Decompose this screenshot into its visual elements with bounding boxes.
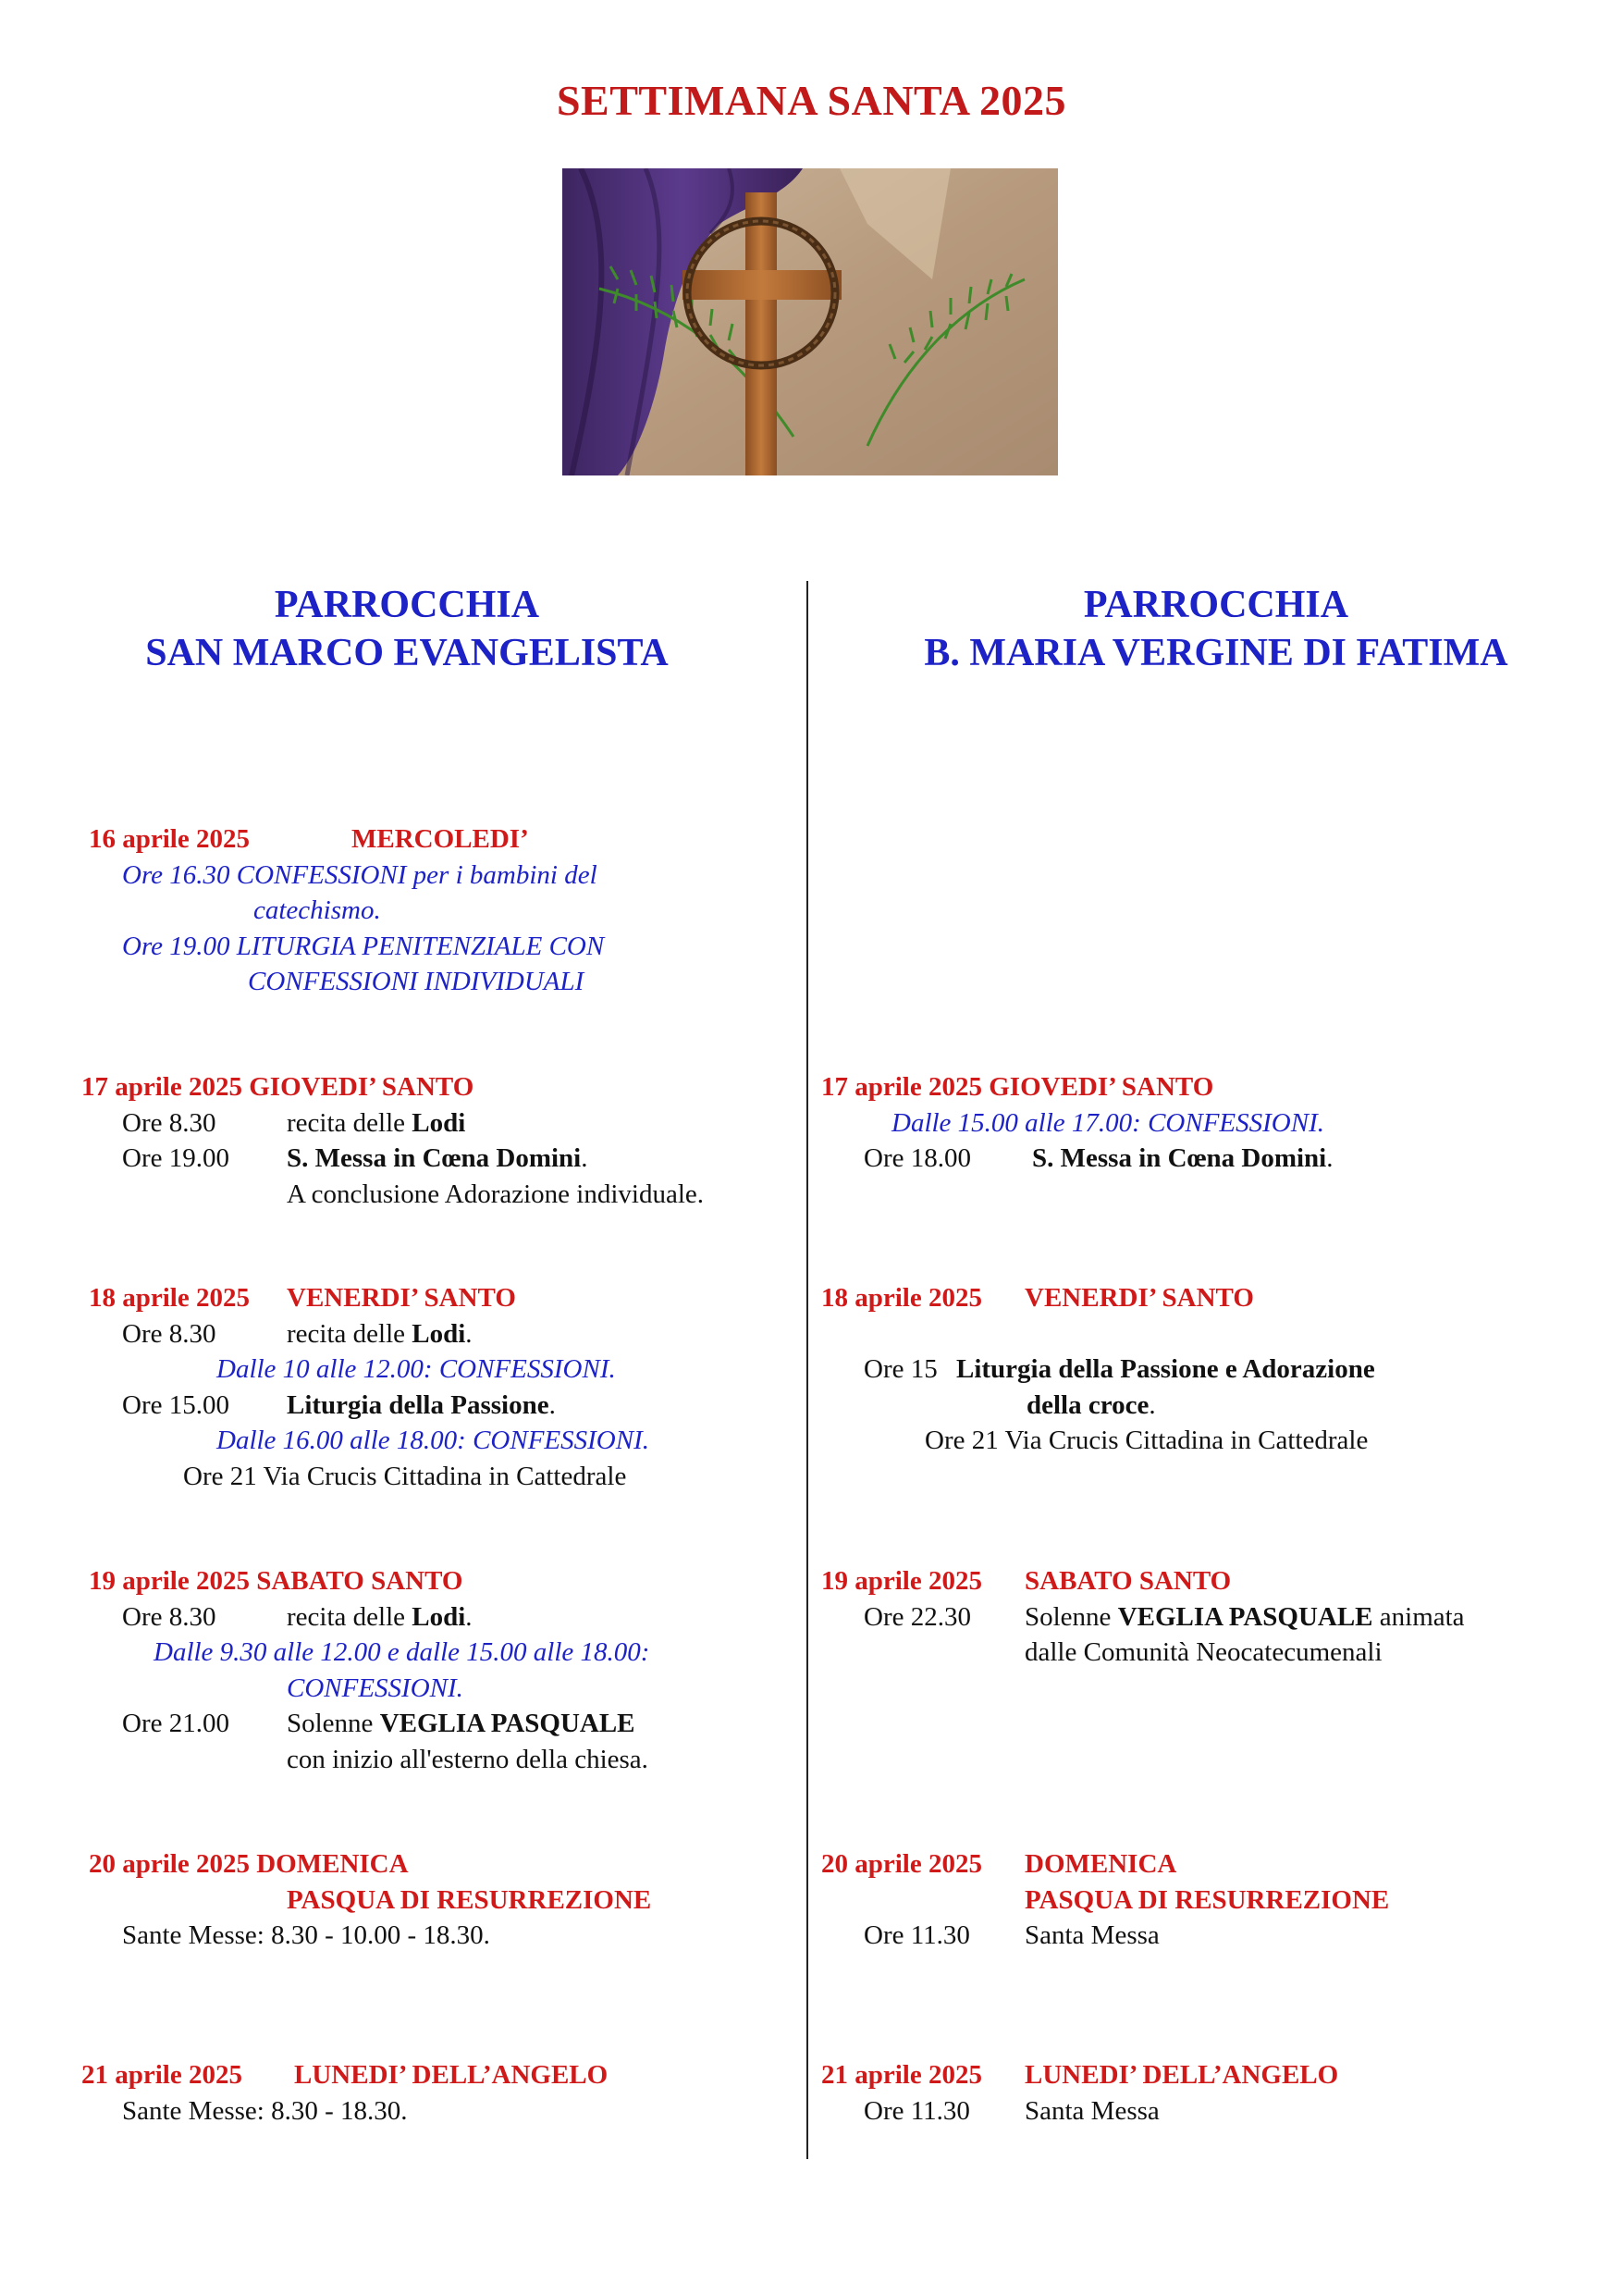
right-sat-time-1: Ore 22.30 bbox=[864, 1602, 971, 1632]
right-sun-time-1: Ore 11.30 bbox=[864, 1920, 970, 1950]
left-fri-confession-2: Dalle 16.00 alle 18.00: CONFESSIONI. bbox=[216, 1426, 649, 1455]
left-thu-event-1: recita delle Lodi bbox=[287, 1108, 466, 1138]
left-wed-day: MERCOLEDI’ bbox=[351, 824, 529, 854]
left-thu-time-2: Ore 19.00 bbox=[122, 1143, 229, 1173]
left-thu-header: 17 aprile 2025 GIOVEDI’ SANTO bbox=[81, 1072, 474, 1102]
left-wed-penitential-liturgy: Ore 19.00 LITURGIA PENITENZIALE CON bbox=[122, 932, 605, 961]
left-wed-confession-children-cont: catechismo. bbox=[253, 895, 381, 925]
right-sun-day: DOMENICA bbox=[1025, 1849, 1177, 1879]
left-sat-confession: Dalle 9.30 alle 12.00 e dalle 15.00 alle 18.00: bbox=[154, 1637, 650, 1667]
left-fri-event-2: Liturgia della Passione. bbox=[287, 1390, 556, 1420]
left-mon-day: LUNEDI’ DELL’ANGELO bbox=[294, 2060, 609, 2090]
right-fri-via-crucis: Ore 21 Via Crucis Cittadina in Cattedrale bbox=[925, 1426, 1369, 1455]
column-divider bbox=[806, 581, 808, 2159]
right-mon-time-1: Ore 11.30 bbox=[864, 2096, 970, 2126]
left-sat-vigil-note: con inizio all'esterno della chiesa. bbox=[287, 1745, 648, 1774]
left-mon-masses: Sante Messe: 8.30 - 18.30. bbox=[122, 2096, 408, 2126]
right-fri-date: 18 aprile 2025 bbox=[821, 1283, 982, 1313]
right-sat-event-1: Solenne VEGLIA PASQUALE animata bbox=[1025, 1602, 1465, 1632]
left-thu-event-2: S. Messa in Cœna Domini. bbox=[287, 1143, 588, 1173]
left-fri-confession-1: Dalle 10 alle 12.00: CONFESSIONI. bbox=[216, 1354, 616, 1384]
page-title: SETTIMANA SANTA 2025 bbox=[556, 77, 1067, 124]
left-fri-time-2: Ore 15.00 bbox=[122, 1390, 229, 1420]
right-fri-time-1: Ore 15 bbox=[864, 1354, 938, 1384]
left-thu-adoration: A conclusione Adorazione individuale. bbox=[287, 1179, 705, 1209]
right-thu-header: 17 aprile 2025 GIOVEDI’ SANTO bbox=[821, 1072, 1214, 1102]
right-parish-heading bbox=[818, 581, 1614, 677]
left-fri-date: 18 aprile 2025 bbox=[89, 1283, 250, 1313]
right-mon-event-1: Santa Messa bbox=[1025, 2096, 1160, 2126]
left-fri-day: VENERDI’ SANTO bbox=[287, 1283, 516, 1313]
left-wed-penitential-liturgy-cont: CONFESSIONI INDIVIDUALI bbox=[248, 967, 584, 996]
right-sat-event-1-cont: dalle Comunità Neocatecumenali bbox=[1025, 1637, 1383, 1667]
left-wed-date: 16 aprile 2025 bbox=[89, 824, 250, 854]
left-fri-event-1: recita delle Lodi. bbox=[287, 1319, 473, 1349]
right-sun-event-1: Santa Messa bbox=[1025, 1920, 1160, 1950]
left-sat-confession-cont: CONFESSIONI. bbox=[287, 1673, 463, 1703]
left-fri-time-1: Ore 8.30 bbox=[122, 1319, 216, 1349]
left-mon-date: 21 aprile 2025 bbox=[81, 2060, 242, 2090]
left-sun-masses: Sante Messe: 8.30 - 10.00 - 18.30. bbox=[122, 1920, 490, 1950]
right-fri-event-1-cont: della croce. bbox=[1027, 1390, 1156, 1420]
right-sat-date: 19 aprile 2025 bbox=[821, 1566, 982, 1596]
left-parish-name: SAN MARCO EVANGELISTA bbox=[145, 632, 669, 674]
left-sun-header: 20 aprile 2025 DOMENICA bbox=[89, 1849, 409, 1879]
right-thu-event-1: S. Messa in Cœna Domini. bbox=[1032, 1143, 1334, 1173]
left-sun-subtitle: PASQUA DI RESURREZIONE bbox=[287, 1885, 652, 1915]
right-parish-name: B. MARIA VERGINE DI FATIMA bbox=[924, 632, 1508, 674]
left-thu-time-1: Ore 8.30 bbox=[122, 1108, 216, 1138]
left-fri-via-crucis: Ore 21 Via Crucis Cittadina in Cattedrale bbox=[183, 1462, 627, 1491]
cross-with-crown-of-thorns-and-palms bbox=[562, 168, 1058, 475]
right-thu-time-1: Ore 18.00 bbox=[864, 1143, 971, 1173]
right-fri-event-1: Liturgia della Passione e Adorazione bbox=[956, 1354, 1375, 1384]
right-mon-day: LUNEDI’ DELL’ANGELO bbox=[1025, 2060, 1339, 2090]
right-sat-day: SABATO SANTO bbox=[1025, 1566, 1232, 1596]
right-fri-day: VENERDI’ SANTO bbox=[1025, 1283, 1254, 1313]
left-sat-event-2: Solenne VEGLIA PASQUALE bbox=[287, 1709, 635, 1738]
left-sat-time-2: Ore 21.00 bbox=[122, 1709, 229, 1738]
right-thu-confession: Dalle 15.00 alle 17.00: CONFESSIONI. bbox=[891, 1108, 1324, 1138]
left-sat-event-1: recita delle Lodi. bbox=[287, 1602, 473, 1632]
right-mon-date: 21 aprile 2025 bbox=[821, 2060, 982, 2090]
left-sat-time-1: Ore 8.30 bbox=[122, 1602, 216, 1632]
right-parish-label: PARROCCHIA bbox=[1083, 584, 1349, 626]
right-sun-date: 20 aprile 2025 bbox=[821, 1849, 982, 1879]
left-parish-heading bbox=[9, 581, 805, 677]
right-sun-subtitle: PASQUA DI RESURREZIONE bbox=[1025, 1885, 1390, 1915]
left-wed-confession-children: Ore 16.30 CONFESSIONI per i bambini del bbox=[122, 860, 597, 890]
left-sat-header: 19 aprile 2025 SABATO SANTO bbox=[89, 1566, 463, 1596]
left-parish-label: PARROCCHIA bbox=[274, 584, 540, 626]
